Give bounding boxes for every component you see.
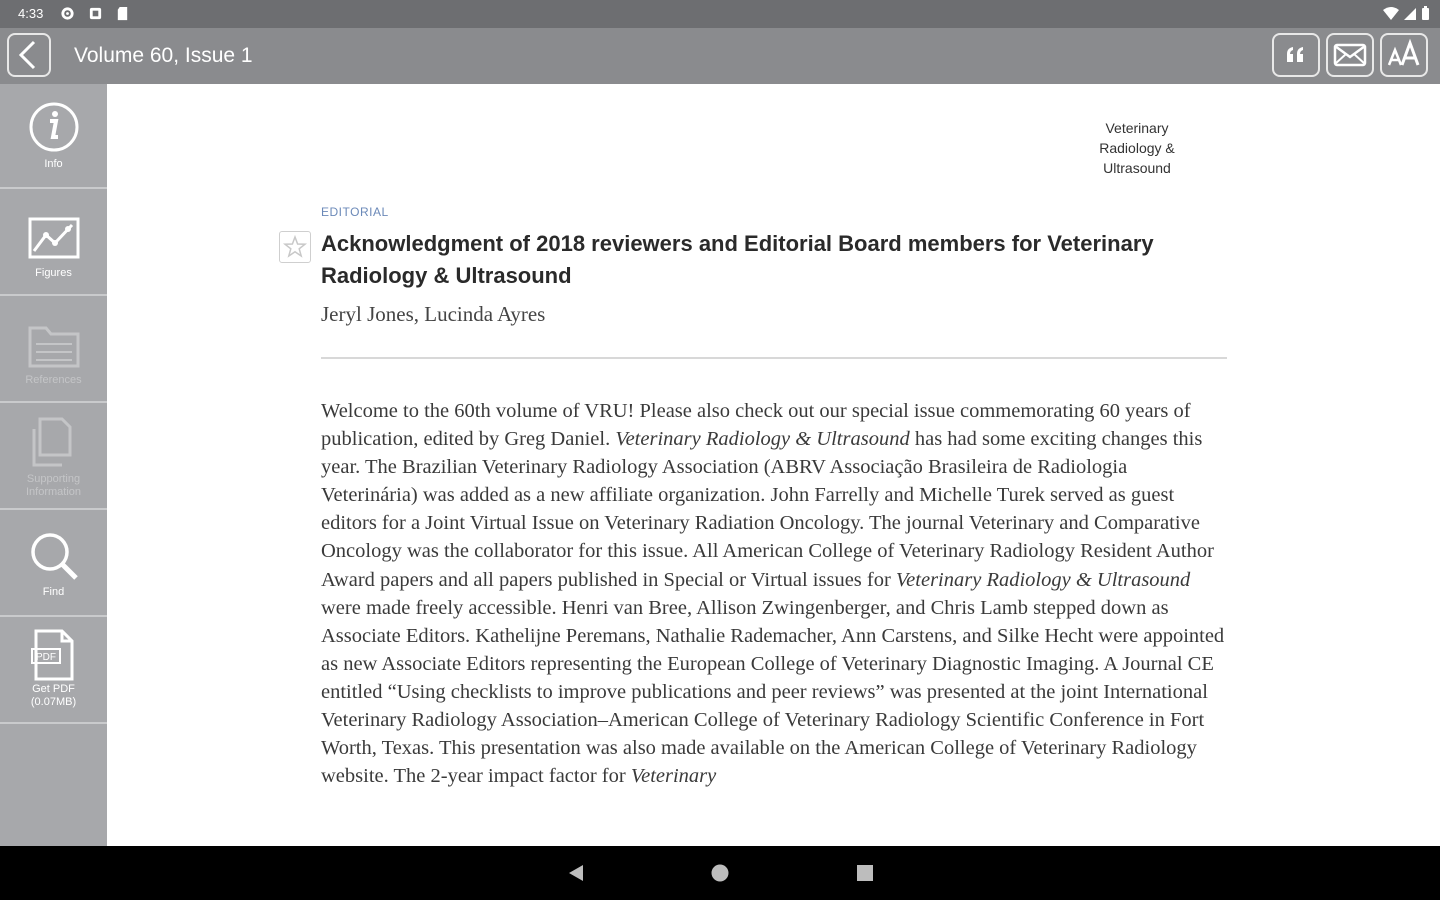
- pdf-icon-text: PDF: [35, 652, 56, 663]
- cite-button[interactable]: [1272, 33, 1320, 77]
- sidebar-item-references: [0, 298, 107, 403]
- figure-chart-icon: [24, 213, 84, 265]
- copy-documents-icon: [24, 415, 84, 471]
- wifi-icon: [1382, 6, 1400, 21]
- text-size-icon: [1382, 35, 1426, 75]
- sidebar-item-label: Info: [44, 158, 63, 170]
- nav-recents-icon[interactable]: [855, 863, 875, 883]
- section-label: EDITORIAL: [321, 205, 389, 219]
- sidebar-item-label: References: [25, 374, 82, 386]
- journal-logo: Veterinary Radiology & Ultrasound: [1099, 120, 1175, 176]
- sidebar-item-find[interactable]: [0, 512, 107, 617]
- nav-home-icon[interactable]: [710, 863, 730, 883]
- quote-icon: [1274, 35, 1318, 75]
- status-right-icons: [1382, 6, 1430, 24]
- sidebar-item-label: Find: [42, 586, 65, 598]
- signal-icon: [1403, 6, 1417, 21]
- journal-name-italic: Veterinary Radiology & Ultrasound: [615, 428, 910, 451]
- search-icon: [24, 528, 84, 584]
- pdf-size-label: (0.07MB): [30, 696, 77, 708]
- sidebar-item-label: Supporting Information: [25, 473, 82, 498]
- email-button[interactable]: [1326, 33, 1374, 77]
- back-arrow-icon: [9, 35, 49, 75]
- status-time: 4:33: [18, 6, 44, 21]
- sidebar-item-get-pdf[interactable]: [0, 619, 107, 724]
- article-authors[interactable]: Jeryl Jones, Lucinda Ayres: [321, 302, 546, 326]
- folder-icon: [24, 320, 84, 372]
- body-text-segment: has had some exciting changes this year. The Brazilian Veterinary Radiology Association (ABRV Associação Brasileira de Radiologia Veterinária) was added as a new affiliate organization. John Farrelly and Michelle Turek served as guest editors for a Joint Virtual Issue on Veterinary Radiation Oncology. The journal Veterinary and Comparative Oncology was the collaborator for this issue. All American College of Veterinary Radiology Resident Author Award papers and all papers published in Special or Virtual issues for: [321, 428, 1214, 591]
- favorite-button[interactable]: [279, 231, 311, 263]
- status-bar: [0, 0, 1440, 28]
- article-body: [321, 397, 1226, 790]
- issue-title: Volume 60, Issue 1: [74, 44, 253, 67]
- sd-card-status-icon: [115, 6, 130, 21]
- nav-back-icon[interactable]: [566, 863, 586, 883]
- battery-icon: [1421, 6, 1430, 21]
- screenshot-status-icon: [88, 6, 103, 21]
- system-nav-bar: [0, 846, 1440, 900]
- sidebar-item-info[interactable]: [0, 84, 107, 189]
- mail-icon: [1328, 35, 1372, 75]
- app-toolbar: [0, 28, 1440, 84]
- journal-name-italic: Veterinary: [630, 765, 717, 788]
- info-icon: [24, 100, 84, 156]
- settings-status-icon: [60, 6, 75, 21]
- article-sidebar: [0, 84, 107, 846]
- text-size-button[interactable]: [1380, 33, 1428, 77]
- journal-name-italic: Veterinary Radiology & Ultrasound: [895, 568, 1191, 591]
- star-icon: [280, 232, 310, 262]
- pdf-document-icon: [24, 627, 84, 683]
- body-text-segment: Welcome to the 60th volume of VRU! Please also check out our special issue commemorating 60 years of publication, edited by Greg Daniel.: [321, 400, 1191, 451]
- sidebar-item-figures[interactable]: [0, 191, 107, 296]
- back-button[interactable]: [7, 33, 51, 77]
- sidebar-item-label: Figures: [35, 267, 72, 279]
- article-content: [107, 84, 1440, 846]
- sidebar-item-label: Get PDF: [32, 683, 75, 695]
- divider: [321, 357, 1227, 359]
- body-text-segment: were made freely accessible. Henri van Bree, Allison Zwingenberger, and Chris Lamb stepped down as Associate Editors. Kathelijne Peremans, Nathalie Rademacher, Ann Carstens, and Silke Hecht were appointed as new Associate Editors representing the European College of Veterinary Diagnostic Imaging. A Journal CE entitled “Using checklists to improve publications and peer reviews” was presented at the joint International Veterinary Radiology Association–American College of Veterinary Radiology Scientific Conference in Fort Worth, Texas. This presentation was also made available on the American College of Veterinary Radiology website. The 2-year impact factor for: [321, 596, 1225, 788]
- sidebar-item-supporting: [0, 405, 107, 510]
- article-title: Acknowledgment of 2018 reviewers and Editorial Board members for Veterinary Radiology & Ultrasound: [321, 231, 1154, 288]
